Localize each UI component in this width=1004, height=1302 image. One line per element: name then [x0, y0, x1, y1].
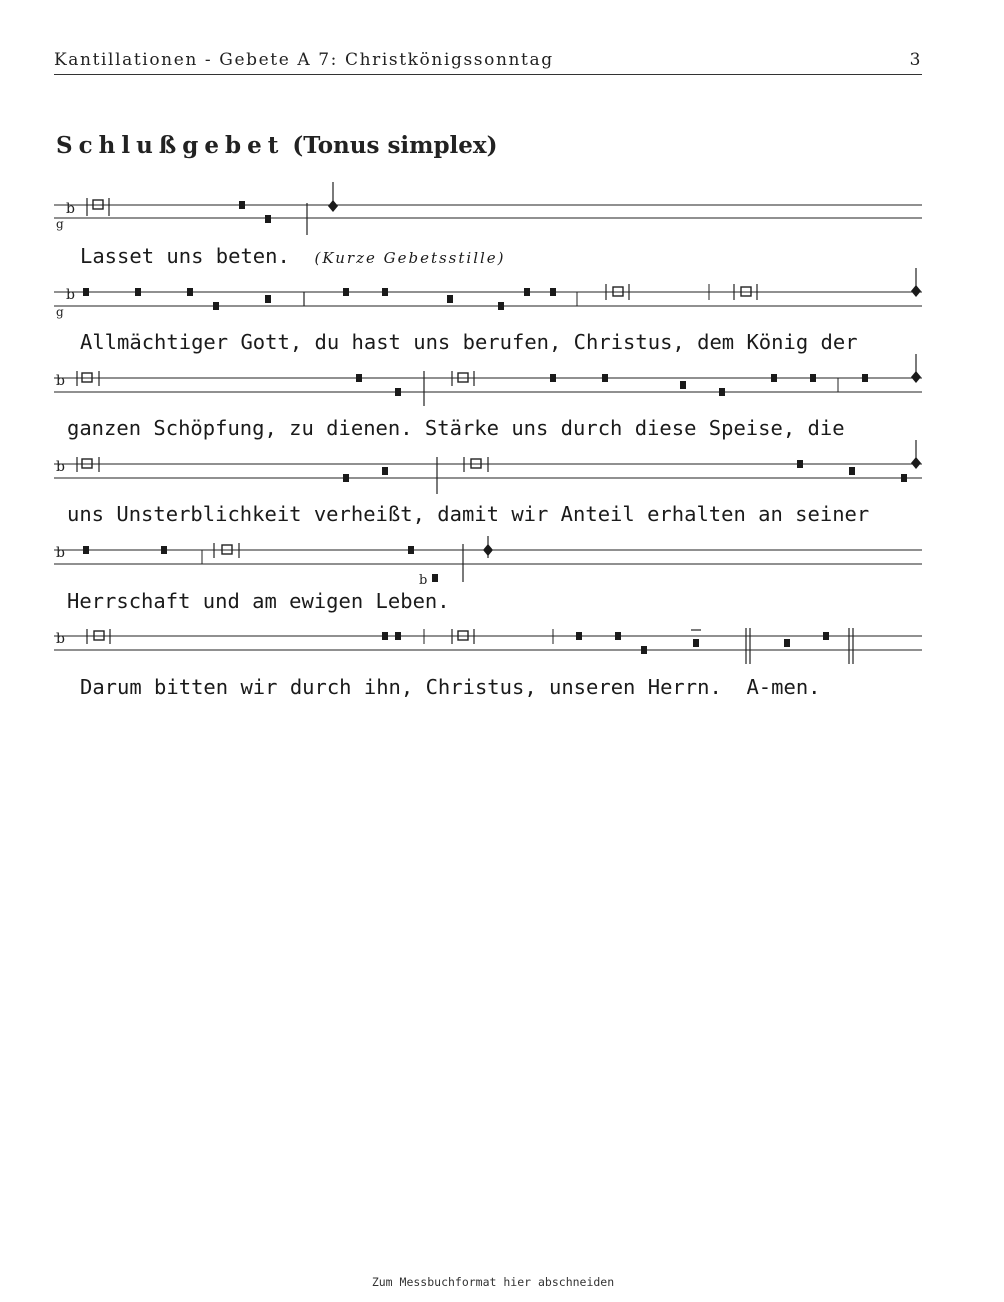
clef-sign: g [56, 217, 64, 231]
flat-sign: b [66, 201, 75, 217]
staff-3-notation [54, 364, 922, 409]
staff-6-notation [54, 622, 922, 667]
flat-sign: b [56, 373, 65, 389]
final-note [328, 200, 338, 212]
note [239, 201, 245, 209]
note [265, 215, 271, 223]
section-title-subtitle: (Tonus simplex) [292, 132, 498, 159]
lyric-line-5: Herrschaft und am ewigen Leben. [67, 589, 450, 613]
chant-staff-5 [54, 536, 922, 588]
chant-staff-2 [54, 278, 922, 319]
chant-staff-1 [54, 190, 922, 231]
section-title [56, 132, 498, 159]
page-header [54, 48, 922, 75]
lyric-line-1 [80, 244, 506, 268]
svg-text:b: b [419, 573, 428, 588]
flat-sign: b [56, 631, 65, 647]
staff-4-notation [54, 450, 922, 500]
header-title: Kantillationen - Gebete A 7: Christkönigssonntag [54, 50, 554, 70]
flat-sign: b [56, 545, 65, 561]
lyric-line-4: uns Unsterblichkeit verheißt, damit wir Anteil erhalten an seiner [67, 502, 870, 526]
lyric-line-3: ganzen Schöpfung, zu dienen. Stärke uns durch diese Speise, die [67, 416, 845, 440]
staff-1-notation [54, 190, 922, 230]
cut-line-note: Zum Messbuchformat hier abschneiden [371, 1275, 615, 1289]
pause-instruction: (Kurze Gebetsstille) [314, 249, 506, 267]
clef-sign: g [56, 305, 64, 319]
lyric-line-6: Darum bitten wir durch ihn, Christus, unseren Herrn. A-men. [80, 675, 821, 699]
staff-2-notation [54, 278, 922, 318]
chant-staff-3 [54, 364, 922, 394]
lyric-line-2: Allmächtiger Gott, du hast uns berufen, Christus, dem König der [80, 330, 858, 354]
lyric-text: Lasset uns beten. [80, 244, 290, 268]
section-title-main: Schlußgebet [56, 132, 285, 159]
flat-sign: b [56, 459, 65, 475]
chant-staff-6 [54, 622, 922, 652]
chant-staff-4 [54, 450, 922, 480]
flat-sign: b [66, 287, 75, 303]
page-number: 3 [909, 50, 922, 70]
staff-5-notation [54, 536, 922, 586]
